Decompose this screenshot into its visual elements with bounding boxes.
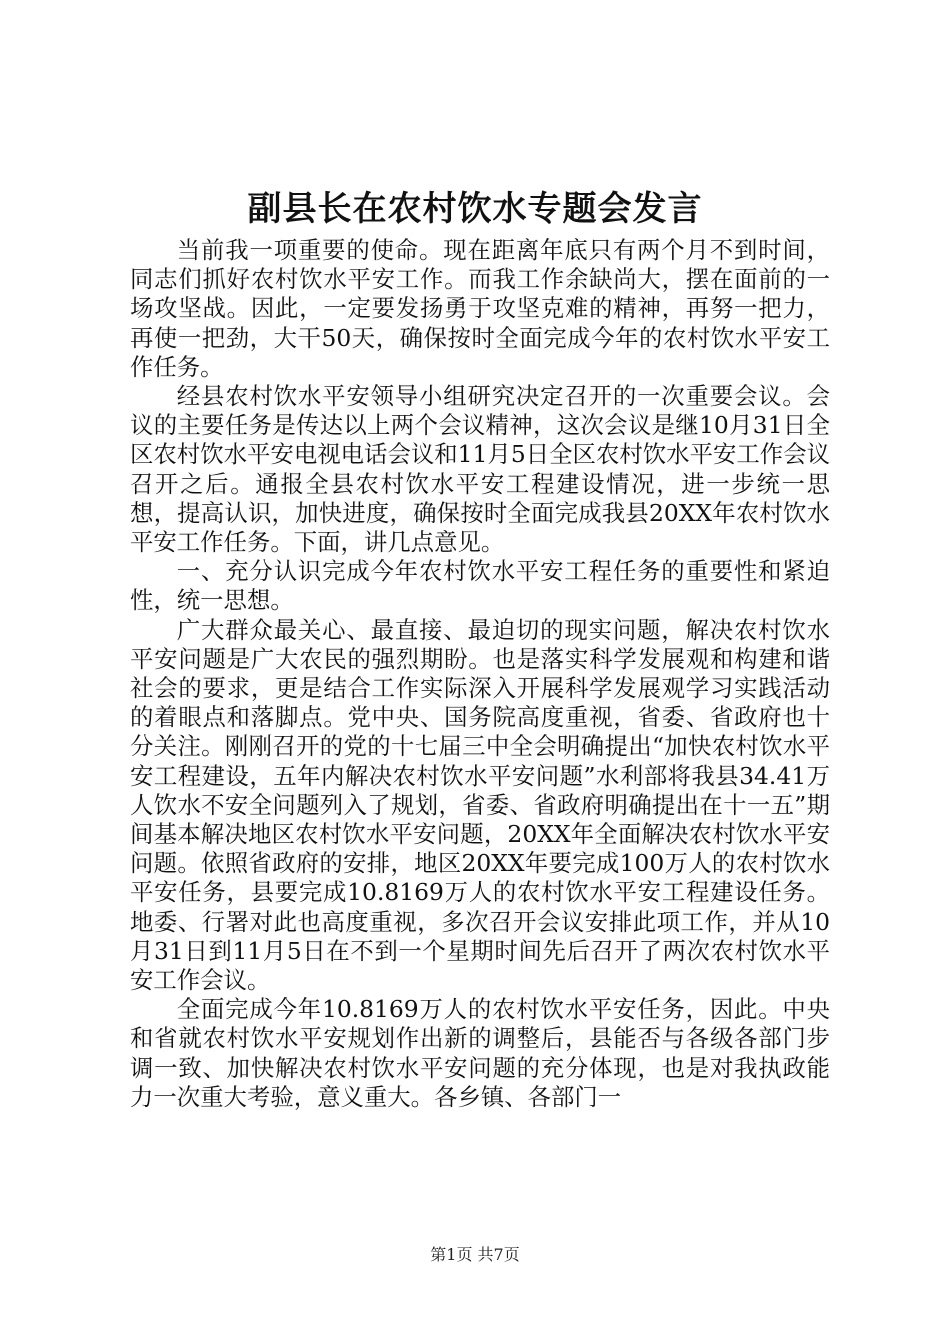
paragraph-3: 广大群众最关心、最直接、最迫切的现实问题，解决农村饮水平安问题是广大农民的强烈期盼。也是落实科学发展观和构建和谐社会的要求，更是结合工作实际深入开展科学发展观学习实践活动的着眼点和落脚点。党中央、国务院高度重视，省委、省政府也十分关注。刚刚召开的党的十七届三中全会明确提出“加快农村饮水平安工程建设，五年内解决农村饮水平安问题”水利部将我县34.41万人饮水不安全问题列入了规划，省委、省政府明确提出在十一五”期间基本解决地区农村饮水平安问题，20XX年全面解决农村饮水平安问题。依照省政府的安排，地区20XX年要完成100万人的农村饮水平安任务，县要完成10.8169万人的农村饮水平安工程建设任务。地委、行署对此也高度重视，多次召开会议安排此项工作，并从10月31日到11月5日在不到一个星期时间先后召开了两次农村饮水平安工作会议。 xyxy=(130,615,830,995)
paragraph-1: 当前我一项重要的使命。现在距离年底只有两个月不到时间，同志们抓好农村饮水平安工作。而我工作余缺尚大，摆在面前的一场攻坚战。因此，一定要发扬勇于攻坚克难的精神，再努一把力，再使一把劲，大干50天，确保按时全面完成今年的农村饮水平安工作任务。 xyxy=(130,236,830,381)
document-title: 副县长在农村饮水专题会发言 xyxy=(247,189,703,229)
page-footer: 第1页 共7页 xyxy=(430,1245,520,1264)
paragraph-4: 全面完成今年10.8169万人的农村饮水平安任务，因此。中央和省就农村饮水平安规划作出新的调整后，县能否与各级各部门步调一致、加快解决农村饮水平安问题的充分体现，也是对我执政能力一次重大考验，意义重大。各乡镇、各部门一 xyxy=(130,995,830,1111)
document-body xyxy=(130,236,830,1112)
paragraph-2: 经县农村饮水平安领导小组研究决定召开的一次重要会议。会议的主要任务是传达以上两个会议精神，这次会议是继10月31日全区农村饮水平安电视电话会议和11月5日全区农村饮水平安工作会议召开之后。通报全县农村饮水平安工程建设情况，进一步统一思想，提高认识，加快进度，确保按时全面完成我县20XX年农村饮水平安工作任务。下面，讲几点意见。 xyxy=(130,382,830,557)
section-heading-1: 一、充分认识完成今年农村饮水平安工程任务的重要性和紧迫性，统一思想。 xyxy=(130,557,830,615)
